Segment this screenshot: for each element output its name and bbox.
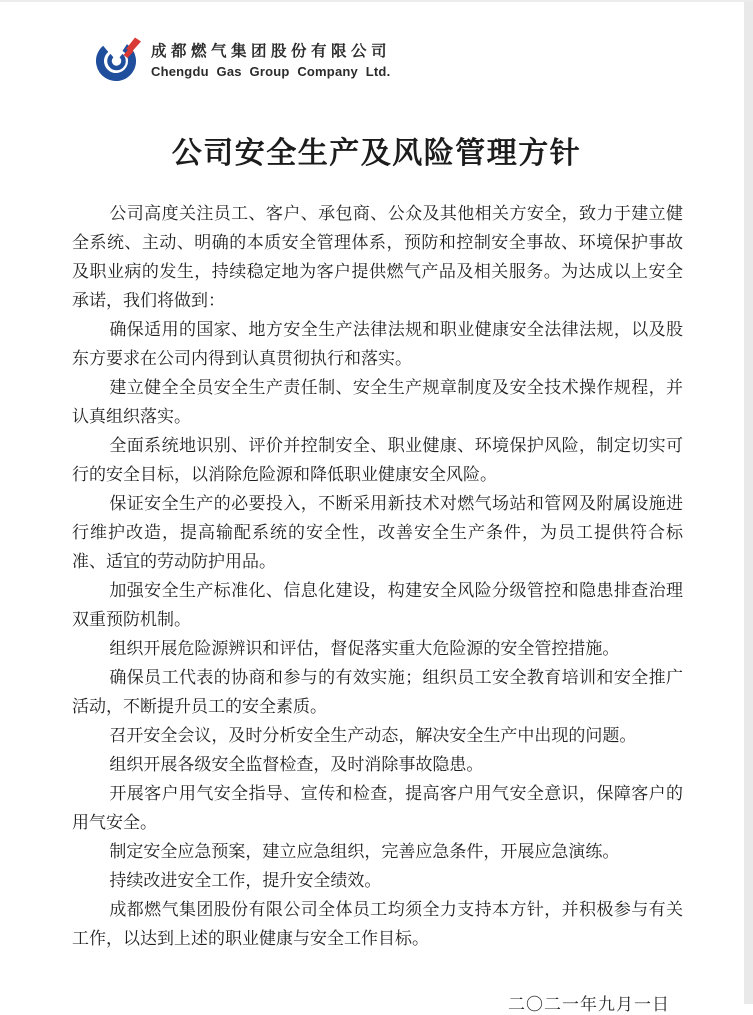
policy-paragraph: 成都燃气集团股份有限公司全体员工均须全力支持本方针，并积极参与有关工作，以达到上述的职业健康与安全工作目标。 [72, 900, 683, 948]
policy-paragraph: 召开安全会议，及时分析安全生产动态，解决安全生产中出现的问题。 [109, 726, 637, 745]
policy-paragraph: 开展客户用气安全指导、宣传和检查，提高客户用气安全意识，保障客户的用气安全。 [72, 784, 683, 832]
company-name-en: Chengdu Gas Group Company Ltd. [151, 63, 391, 79]
document-title: 公司安全生产及风险管理方针 [171, 137, 582, 170]
letterhead [95, 35, 753, 82]
policy-paragraph: 全面系统地识别、评价并控制安全、职业健康、环境保护风险，制定切实可行的安全目标，以消除危险源和降低职业健康安全风险。 [72, 436, 683, 484]
policy-paragraph: 组织开展危险源辨识和评估，督促落实重大危险源的安全管控措施。 [109, 639, 620, 658]
policy-paragraph: 确保员工代表的协商和参与的有效实施；组织员工安全教育培训和安全推广活动，不断提升员工的安全素质。 [72, 668, 683, 716]
policy-paragraph: 确保适用的国家、地方安全生产法律法规和职业健康安全法律法规，以及股东方要求在公司内得到认真贯彻执行和落实。 [72, 320, 683, 368]
chengdu-gas-logo-icon [95, 35, 142, 82]
policy-paragraph: 组织开展各级安全监督检查，及时消除事故隐患。 [109, 755, 484, 774]
policy-paragraph: 加强安全生产标准化、信息化建设，构建安全风险分级管控和隐患排查治理双重预防机制。 [72, 581, 683, 629]
company-names [151, 39, 391, 79]
policy-paragraph: 制定安全应急预案，建立应急组织，完善应急条件，开展应急演练。 [109, 842, 620, 861]
document-date: 二〇二一年九月一日 [508, 995, 670, 1014]
document-body [72, 199, 683, 953]
policy-paragraph: 建立健全全员安全生产责任制、安全生产规章制度及安全技术操作规程，并认真组织落实。 [72, 378, 683, 426]
policy-paragraph: 保证安全生产的必要投入，不断采用新技术对燃气场站和管网及附属设施进行维护改造，提高输配系统的安全性，改善安全生产条件，为员工提供符合标准、适宜的劳动防护用品。 [72, 494, 683, 571]
policy-paragraph: 公司高度关注员工、客户、承包商、公众及其他相关方安全，致力于建立健全系统、主动、明确的本质安全管理体系，预防和控制安全事故、环境保护事故及职业病的发生，持续稳定地为客户提供燃气产品及相关服务。为达成以上安全承诺，我们将做到： [72, 204, 683, 310]
page-right-edge [744, 2, 753, 1004]
policy-paragraph: 持续改进安全工作，提升安全绩效。 [109, 871, 382, 890]
company-name-zh: 成都燃气集团股份有限公司 [151, 42, 392, 60]
